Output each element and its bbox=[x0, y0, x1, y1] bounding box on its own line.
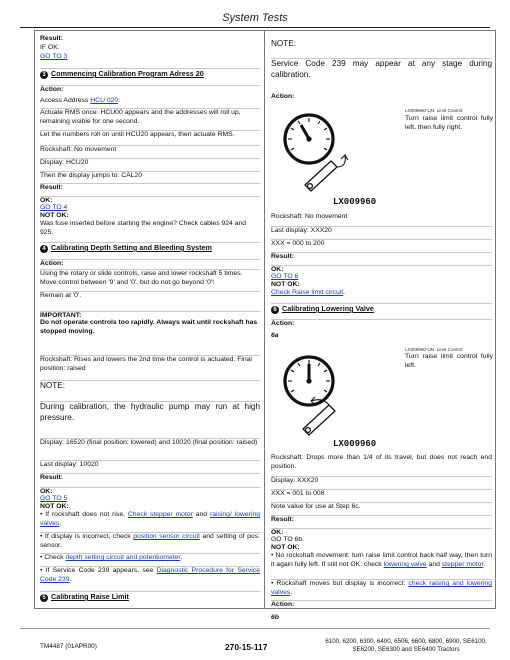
access-address-line bbox=[40, 97, 260, 106]
bullet-text: • Check bbox=[40, 554, 66, 561]
bullet-depth-setting bbox=[40, 553, 260, 563]
bullet-no-movement bbox=[271, 552, 492, 570]
check-raise-limit-link[interactable]: Check Raise limit circuit bbox=[271, 289, 344, 296]
bullet-text: and setting of pos. sensor. bbox=[40, 533, 261, 549]
step-3-badge: 3 bbox=[40, 71, 48, 79]
bullet-text: • If rockshaft does not rise, bbox=[40, 511, 126, 518]
rockshaft-no-movement: Rockshaft: No movement bbox=[40, 145, 260, 155]
bullet-text: . bbox=[483, 560, 486, 568]
section-6-header bbox=[271, 303, 492, 315]
goto-5-link[interactable]: GO TO 5 bbox=[40, 495, 68, 502]
bullet-position-sensor bbox=[40, 532, 260, 551]
not-ok-label: NOT OK: bbox=[40, 503, 69, 510]
hcu-020-link[interactable]: HCU 020 bbox=[90, 97, 119, 104]
check-stepper-motor-link[interactable]: Check stepper motor bbox=[127, 511, 193, 518]
important-text: Do not operate controls too rapidly. Always wait until rockshaft has stopped moving. bbox=[40, 319, 258, 335]
result-label: Result: bbox=[40, 183, 260, 193]
if-ok-label: IF OK: bbox=[40, 44, 60, 51]
action-label: Action: bbox=[271, 600, 492, 610]
actuate-text: Actuate RMS once: HCU00 appears and the addresses will roll up, remaining visible for one second. bbox=[40, 108, 260, 127]
check-raising-lowering-valves-link[interactable]: check raising and lowering valves bbox=[271, 580, 492, 596]
ok-label: OK: bbox=[271, 265, 492, 275]
bullet-stepper-motor bbox=[40, 511, 260, 529]
action-label: Action: bbox=[271, 93, 295, 100]
bullet-text: . bbox=[290, 588, 293, 596]
footer-manual-id: TM4487 (01APR00) bbox=[40, 643, 97, 650]
stepper-motor-link[interactable]: stepper motor bbox=[441, 560, 484, 568]
remain-text: Remain at '0'. bbox=[40, 291, 260, 301]
figure-1-label: LX009960-UN: Limit Control bbox=[405, 108, 463, 113]
display-jumps-text: Then the display jumps to: CAL20 bbox=[40, 171, 260, 181]
fuse-check-text: Was fuse inserted before starting the engine? Check cables 924 and 925. bbox=[40, 220, 247, 236]
step-6b-label: 6b bbox=[271, 614, 279, 621]
goto-4-link[interactable]: GO TO 4 bbox=[40, 204, 68, 211]
bullet-text: • If display is incorrect, check bbox=[40, 533, 134, 540]
header-rule bbox=[20, 27, 490, 28]
goto-3-link[interactable]: GO TO 3 bbox=[40, 53, 68, 60]
step-5-badge: 5 bbox=[40, 594, 48, 602]
display-xxx20: Display: XXX20 bbox=[271, 476, 492, 486]
action-label: Action: bbox=[271, 319, 492, 329]
depth-setting-circuit-link[interactable]: depth setting circuit and potentiometer bbox=[65, 554, 181, 561]
goto-6b-text: GO TO 6b. bbox=[271, 536, 304, 543]
limit-control-knob-illustration bbox=[275, 109, 355, 199]
check-raise-limit-row bbox=[271, 289, 492, 298]
position-sensor-circuit-link[interactable]: position sensor circuit bbox=[133, 533, 200, 540]
not-ok-label: NOT OK: bbox=[271, 544, 300, 551]
step-6-badge: 6 bbox=[271, 306, 279, 314]
service-code-239-link[interactable]: Diagnostic Procedure for Service Code 239 bbox=[40, 567, 260, 583]
important-label: IMPORTANT: bbox=[40, 311, 260, 321]
step-6a-label: 6a bbox=[271, 332, 279, 339]
bullet-service-code-239 bbox=[40, 566, 260, 585]
bullet-text: and bbox=[426, 560, 442, 568]
figure-1-code: LX009960 bbox=[333, 197, 377, 207]
note-label: NOTE: bbox=[40, 380, 260, 392]
result-label: Result: bbox=[271, 515, 492, 525]
limit-control-knob-illustration bbox=[275, 351, 355, 441]
access-text: Access Address bbox=[40, 97, 91, 104]
footer-models: 6100, 6200, 6300, 6400, 6506, 6600, 6800, 6900, SE6100, SE6200, SE6300 and SE6400 Tractors bbox=[325, 638, 487, 654]
ok-label: OK: bbox=[40, 196, 260, 206]
period-text: . bbox=[343, 289, 346, 296]
raise-lower-instructions: Using the rotary or slide controls, raise and lower rockshaft 5 times. Move control between '9' and '0', but do not go beyond '0'! bbox=[40, 269, 260, 288]
bullet-text: . bbox=[69, 575, 72, 583]
action-label: Action: bbox=[40, 85, 260, 95]
display-16520-text: Display: 16520 (final position: lowered) and 10020 (final position: raised) bbox=[40, 438, 260, 448]
result-label: Result: bbox=[40, 473, 260, 483]
last-display-text: Last display: XXX20 bbox=[271, 226, 492, 236]
section-3-title: Commencing Calibration Program Adress 20 bbox=[51, 69, 204, 78]
bullet-text: . bbox=[59, 519, 62, 527]
figure-2-caption: Turn raise limit control fully left. bbox=[405, 353, 493, 369]
bullet-text: • Rockshaft moves but display is incorrect: bbox=[271, 580, 409, 587]
rockshaft-rises-text: Rockshaft: Rises and lowers the 2nd time the control is actuated. Final position: raised bbox=[40, 355, 260, 374]
lowering-valve-link[interactable]: lowering valve bbox=[383, 560, 427, 568]
result-label: Result: bbox=[40, 35, 64, 42]
bullet-text: • If Service Code 239 appears, see bbox=[40, 567, 157, 574]
rockshaft-drops-text: Rockshaft: Drops more than 1/4 of its travel, but does not reach end position. bbox=[271, 454, 492, 470]
step-4-badge: 4 bbox=[40, 245, 48, 253]
xxx-range-text: XXX = 000 to 200 bbox=[271, 239, 492, 249]
note-label: NOTE: bbox=[271, 39, 297, 48]
goto-6-link[interactable]: GO TO 6 bbox=[271, 273, 299, 280]
footer-page-number: 270-15-117 bbox=[225, 642, 268, 652]
bullet-text: and bbox=[192, 511, 210, 518]
section-5-header bbox=[40, 591, 260, 603]
goto-3-row bbox=[40, 53, 260, 62]
section-3-header bbox=[40, 68, 260, 80]
figure-2-label: LX009960-UN: Limit Control bbox=[405, 347, 463, 352]
bullet-display-incorrect bbox=[271, 579, 492, 598]
page-header: System Tests bbox=[222, 12, 288, 24]
access-colon: : bbox=[118, 97, 121, 104]
result-label: Result: bbox=[271, 252, 492, 262]
figure-2-code: LX009960 bbox=[333, 439, 377, 449]
section-6-title: Calibrating Lowering Valve bbox=[282, 304, 374, 313]
footer-rule bbox=[20, 628, 490, 629]
let-roll-text: Let the numbers roll on until HCU20 appears, then actuate RMS. bbox=[40, 130, 260, 140]
xxx-range-text: XXX = 001 to 008 bbox=[271, 489, 492, 499]
column-divider bbox=[264, 30, 265, 609]
ok-label: OK: bbox=[271, 528, 492, 538]
section-4-title: Calibrating Depth Setting and Bleeding System bbox=[51, 243, 212, 252]
not-ok-label: NOT OK: bbox=[40, 212, 69, 219]
bullet-text: • No rockshaft movement: turn raise limit control back half way, then turn it again fully left. If still not OK: check bbox=[271, 552, 492, 568]
section-5-title: Calibrating Raise Limit bbox=[51, 592, 129, 601]
note-text: Service Code 239 may appear at any stage during calibration. bbox=[271, 59, 492, 79]
ok-label: OK: bbox=[40, 487, 260, 497]
note-value-text: Note value for use at Step 6c. bbox=[271, 502, 492, 512]
raising-lowering-valves-link[interactable]: raising/ lowering valves bbox=[40, 511, 261, 527]
note-text: During calibration, the hydraulic pump may run at high pressure. bbox=[40, 402, 260, 422]
rockshaft-no-movement: Rockshaft: No movement bbox=[271, 213, 348, 220]
not-ok-label: NOT OK: bbox=[271, 281, 300, 288]
action-label: Action: bbox=[40, 259, 260, 269]
figure-1-caption: Turn raise limit control fully left, then fully right. bbox=[405, 115, 493, 131]
last-display-text: Last display: 10020 bbox=[40, 460, 260, 470]
section-4-header bbox=[40, 242, 260, 254]
bullet-text: . bbox=[180, 554, 183, 561]
display-hcu20: Display: HCU20 bbox=[40, 158, 260, 168]
